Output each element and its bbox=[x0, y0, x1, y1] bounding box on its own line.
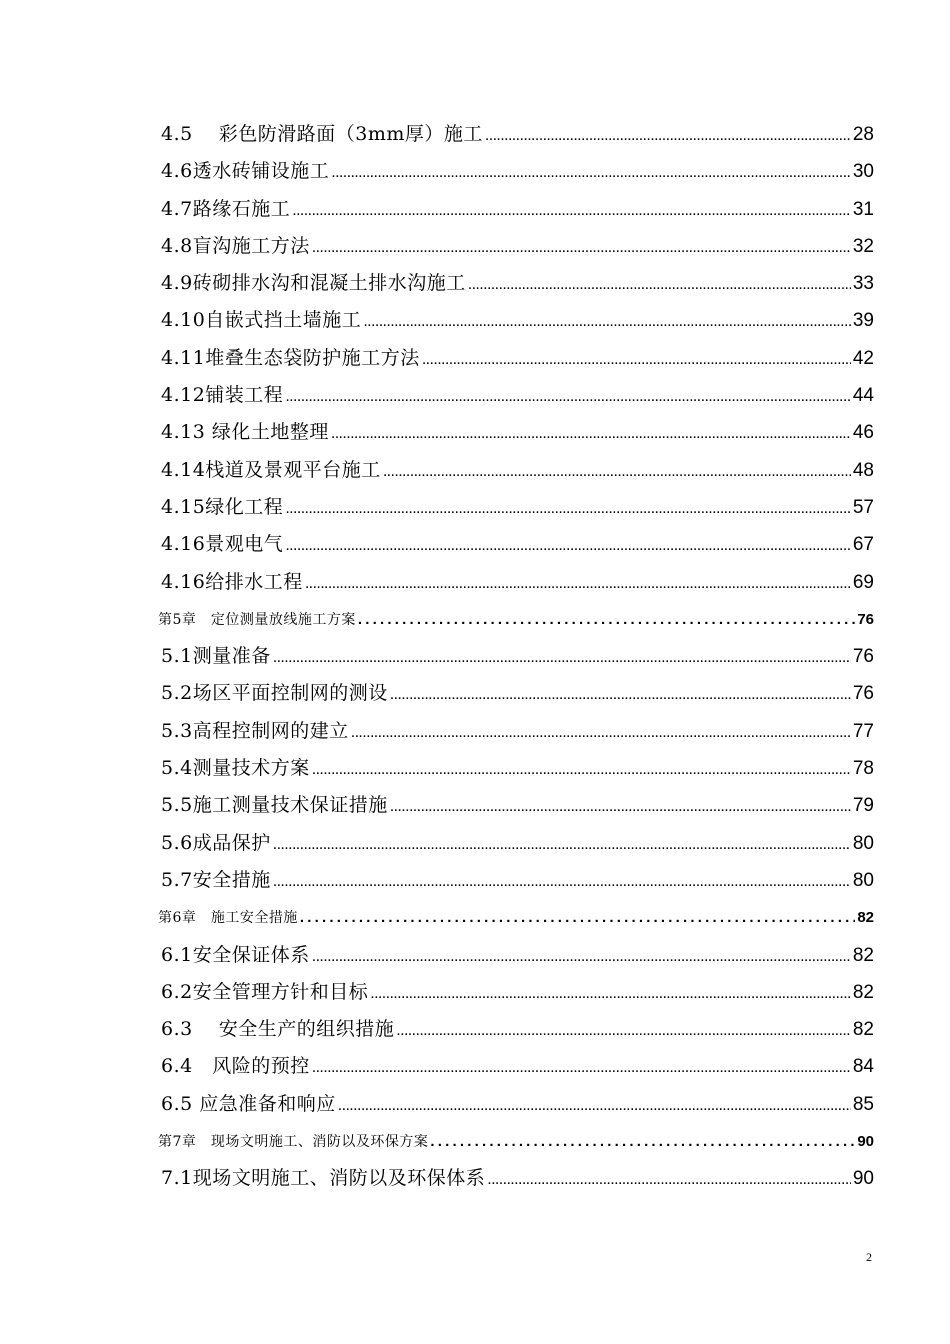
toc-entry-page: 39 bbox=[852, 310, 874, 332]
toc-entry-title: 4.7路缘石施工 bbox=[161, 197, 291, 220]
toc-entry-title: 6.5 应急准备和响应 bbox=[161, 1092, 336, 1115]
dot-leader bbox=[285, 527, 851, 563]
toc-entry-page: 82 bbox=[852, 1019, 874, 1041]
toc-section-entry bbox=[158, 713, 874, 750]
toc-entry-title: 4.16景观电气 bbox=[161, 533, 284, 556]
toc-entry-title: 4.6透水砖铺设施工 bbox=[161, 160, 330, 183]
toc-section-entry bbox=[158, 116, 874, 153]
toc-entry-page: 44 bbox=[852, 385, 874, 407]
toc-section-entry bbox=[158, 489, 874, 526]
dot-leader bbox=[285, 378, 851, 414]
dot-leader bbox=[305, 565, 851, 601]
dot-leader bbox=[396, 1012, 851, 1048]
toc-entry-page: 31 bbox=[852, 198, 874, 220]
toc-entry-page: 90 bbox=[852, 1168, 874, 1190]
dot-leader bbox=[312, 1049, 851, 1085]
toc-entry-title: 5.4测量技术方案 bbox=[161, 757, 310, 780]
toc-entry-title: 4.14栈道及景观平台施工 bbox=[161, 458, 381, 481]
toc-entry-title: 5.3高程控制网的建立 bbox=[161, 719, 349, 742]
toc-entry-page: 80 bbox=[852, 832, 874, 854]
toc-entry-title: 6.2安全管理方针和目标 bbox=[161, 980, 369, 1003]
toc-entry-title: 4.8盲沟施工方法 bbox=[161, 234, 310, 257]
dot-leader bbox=[363, 303, 851, 339]
toc-entry-title: 5.7安全措施 bbox=[161, 868, 271, 891]
dot-leader bbox=[300, 899, 855, 936]
toc-entry-page: 76 bbox=[852, 683, 874, 705]
toc-entry-page: 82 bbox=[857, 909, 874, 927]
toc-section-entry bbox=[158, 974, 874, 1011]
toc-section-entry bbox=[158, 862, 874, 899]
toc-entry-page: 28 bbox=[852, 124, 874, 145]
dot-leader bbox=[370, 975, 851, 1011]
toc-entry-page: 57 bbox=[852, 496, 874, 518]
toc-entry-title: 4.5 彩色防滑路面（3mm厚）施工 bbox=[161, 123, 483, 145]
toc-entry-page: 30 bbox=[852, 161, 874, 183]
toc-entry-title: 第7章 现场文明施工、消防以及环保方案 bbox=[158, 1134, 429, 1151]
toc-chapter-entry bbox=[158, 1123, 874, 1160]
dot-leader bbox=[487, 1161, 851, 1197]
toc-section-entry bbox=[158, 340, 874, 377]
toc-entry-title: 4.13 绿化土地整理 bbox=[161, 421, 329, 444]
toc-section-entry bbox=[158, 675, 874, 712]
dot-leader bbox=[351, 714, 851, 750]
toc-section-entry bbox=[158, 377, 874, 414]
dot-leader bbox=[485, 117, 851, 153]
toc-chapter-entry bbox=[158, 601, 874, 638]
toc-entry-title: 5.2场区平面控制网的测设 bbox=[161, 682, 388, 705]
dot-leader bbox=[390, 676, 851, 712]
page-number: 2 bbox=[866, 1250, 872, 1264]
toc-section-entry bbox=[158, 1086, 874, 1123]
toc-entry-page: 32 bbox=[852, 235, 874, 257]
toc-entry-title: 4.10自嵌式挡土墙施工 bbox=[161, 309, 362, 332]
toc-entry-page: 82 bbox=[852, 944, 874, 966]
toc-entry-page: 46 bbox=[852, 422, 874, 444]
dot-leader bbox=[273, 863, 851, 899]
toc-section-entry bbox=[158, 153, 874, 190]
dot-leader bbox=[468, 266, 851, 302]
toc-entry-page: 76 bbox=[857, 610, 874, 628]
toc-entry-page: 33 bbox=[852, 273, 874, 295]
toc-section-entry bbox=[158, 787, 874, 824]
dot-leader bbox=[273, 639, 851, 675]
toc-entry-title: 4.15绿化工程 bbox=[161, 495, 284, 518]
dot-leader bbox=[338, 1087, 851, 1123]
toc-entry-title: 4.11堆叠生态袋防护施工方法 bbox=[161, 346, 420, 369]
toc-entry-title: 6.4 风险的预控 bbox=[161, 1055, 310, 1078]
dot-leader bbox=[430, 1123, 855, 1160]
toc-section-entry bbox=[158, 302, 874, 339]
toc-entry-title: 4.16给排水工程 bbox=[161, 570, 303, 593]
toc-section-entry bbox=[158, 526, 874, 563]
toc-chapter-entry bbox=[158, 899, 874, 936]
toc-section-entry bbox=[158, 825, 874, 862]
toc-entry-title: 4.12铺装工程 bbox=[161, 384, 284, 407]
toc-entry-page: 78 bbox=[852, 758, 874, 780]
dot-leader bbox=[383, 453, 851, 489]
toc-entry-page: 85 bbox=[852, 1093, 874, 1115]
dot-leader bbox=[312, 938, 851, 974]
toc-entry-page: 84 bbox=[852, 1056, 874, 1078]
toc-entry-title: 第5章 定位测量放线施工方案 bbox=[158, 611, 356, 628]
toc-entry-page: 82 bbox=[852, 981, 874, 1003]
toc-section-entry bbox=[158, 1160, 874, 1197]
dot-leader bbox=[331, 154, 851, 190]
dot-leader bbox=[331, 415, 851, 451]
toc-section-entry bbox=[158, 750, 874, 787]
dot-leader bbox=[358, 601, 855, 638]
toc-entry-page: 67 bbox=[852, 534, 874, 556]
toc-entry-title: 6.3 安全生产的组织措施 bbox=[161, 1018, 395, 1041]
toc-entry-title: 5.1测量准备 bbox=[161, 645, 271, 668]
toc-entry-title: 5.5施工测量技术保证措施 bbox=[161, 794, 388, 817]
toc-section-entry bbox=[158, 564, 874, 601]
toc-section-entry bbox=[158, 452, 874, 489]
toc-section-entry bbox=[158, 1048, 874, 1085]
toc-entry-page: 80 bbox=[852, 869, 874, 891]
toc-entry-page: 77 bbox=[852, 720, 874, 742]
toc-section-entry bbox=[158, 414, 874, 451]
toc-entry-page: 42 bbox=[852, 347, 874, 369]
toc-entry-page: 90 bbox=[857, 1133, 874, 1151]
toc-entry-title: 4.9砖砌排水沟和混凝土排水沟施工 bbox=[161, 272, 466, 295]
toc-section-entry bbox=[158, 1011, 874, 1048]
toc-section-entry bbox=[158, 228, 874, 265]
toc-entry-title: 6.1安全保证体系 bbox=[161, 943, 310, 966]
toc-entry-title: 5.6成品保护 bbox=[161, 831, 271, 854]
toc-entry-page: 76 bbox=[852, 646, 874, 668]
toc-entry-page: 69 bbox=[852, 571, 874, 593]
toc-section-entry bbox=[158, 265, 874, 302]
dot-leader bbox=[285, 490, 851, 526]
table-of-contents bbox=[158, 116, 874, 1198]
toc-section-entry bbox=[158, 937, 874, 974]
toc-section-entry bbox=[158, 638, 874, 675]
toc-entry-page: 79 bbox=[852, 795, 874, 817]
dot-leader bbox=[292, 192, 851, 228]
toc-entry-page: 48 bbox=[852, 459, 874, 481]
dot-leader bbox=[273, 826, 851, 862]
toc-entry-title: 7.1现场文明施工、消防以及环保体系 bbox=[161, 1167, 486, 1190]
dot-leader bbox=[390, 788, 851, 824]
toc-entry-title: 第6章 施工安全措施 bbox=[158, 910, 298, 927]
dot-leader bbox=[312, 751, 851, 787]
dot-leader bbox=[312, 229, 851, 265]
toc-section-entry bbox=[158, 191, 874, 228]
dot-leader bbox=[422, 341, 851, 377]
